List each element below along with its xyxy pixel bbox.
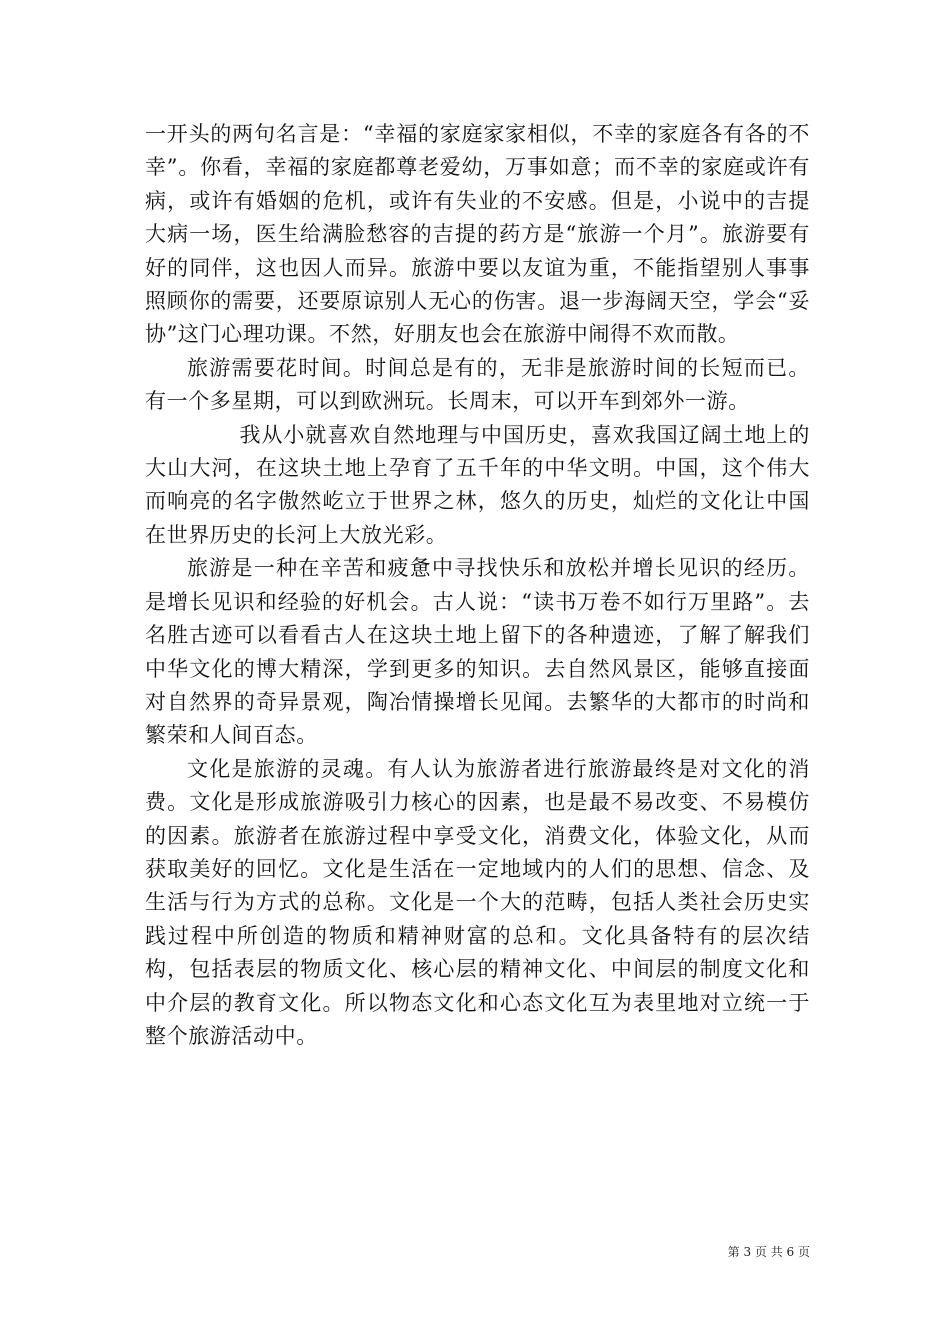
- document-body: [145, 118, 810, 1053]
- paragraph-culture-soul: 文化是旅游的灵魂。有人认为旅游者进行旅游最终是对文化的消费。文化是形成旅游吸引力核心的因素，也是最不易改变、不易模仿的因素。旅游者在旅游过程中享受文化，消费文化，体验文化，从而获取美好的回忆。文化是生活在一定地域内的人们的思想、信念、及生活与行为方式的总称。文化是一个大的范畴，包括人类社会历史实践过程中所创造的物质和精神财富的总和。文化具备特有的层次结构，包括表层的物质文化、核心层的精神文化、中间层的制度文化和中介层的教育文化。所以物态文化和心态文化互为表里地对立统一于整个旅游活动中。: [145, 756, 810, 1048]
- paragraph-geography-history: 我从小就喜欢自然地理与中国历史，喜欢我国辽阔土地上的大山大河，在这块土地上孕育了五千年的中华文明。中国，这个伟大而响亮的名字傲然屹立于世界之林，悠久的历史，灿烂的文化让中国在世界历史的长河上大放光彩。: [145, 422, 810, 547]
- paragraph-travel-time: 旅游需要花时间。时间总是有的，无非是旅游时间的长短而已。有一个多星期，可以到欧洲玩。长周末，可以开车到郊外一游。: [145, 355, 810, 414]
- page-number: 第 3 页 共 6 页: [727, 1245, 810, 1259]
- paragraph-travel-experience: 旅游是一种在辛苦和疲惫中寻找快乐和放松并增长见识的经历。是增长见识和经验的好机会。古人说：“读书万卷不如行万里路”。去名胜古迹可以看看古人在这块土地上留下的各种遗迹，了解了解我们中华文化的博大精深，学到更多的知识。去自然风景区，能够直接面对自然界的奇异景观，陶冶情操增长见闻。去繁华的大都市的时尚和繁荣和人间百态。: [145, 556, 810, 748]
- paragraph-continuation: 一开头的两句名言是：“幸福的家庭家家相似，不幸的家庭各有各的不幸”。你看，幸福的家庭都尊老爱幼，万事如意；而不幸的家庭或许有病，或许有婚姻的危机，或许有失业的不安感。但是，小说中的吉提大病一场，医生给满脸愁容的吉提的药方是“旅游一个月”。旅游要有好的同伴，这也因人而异。旅游中要以友谊为重，不能指望别人事事照顾你的需要，还要原谅别人无心的伤害。退一步海阔天空，学会“妥协”这门心理功课。不然，好朋友也会在旅游中闹得不欢而散。: [145, 122, 810, 347]
